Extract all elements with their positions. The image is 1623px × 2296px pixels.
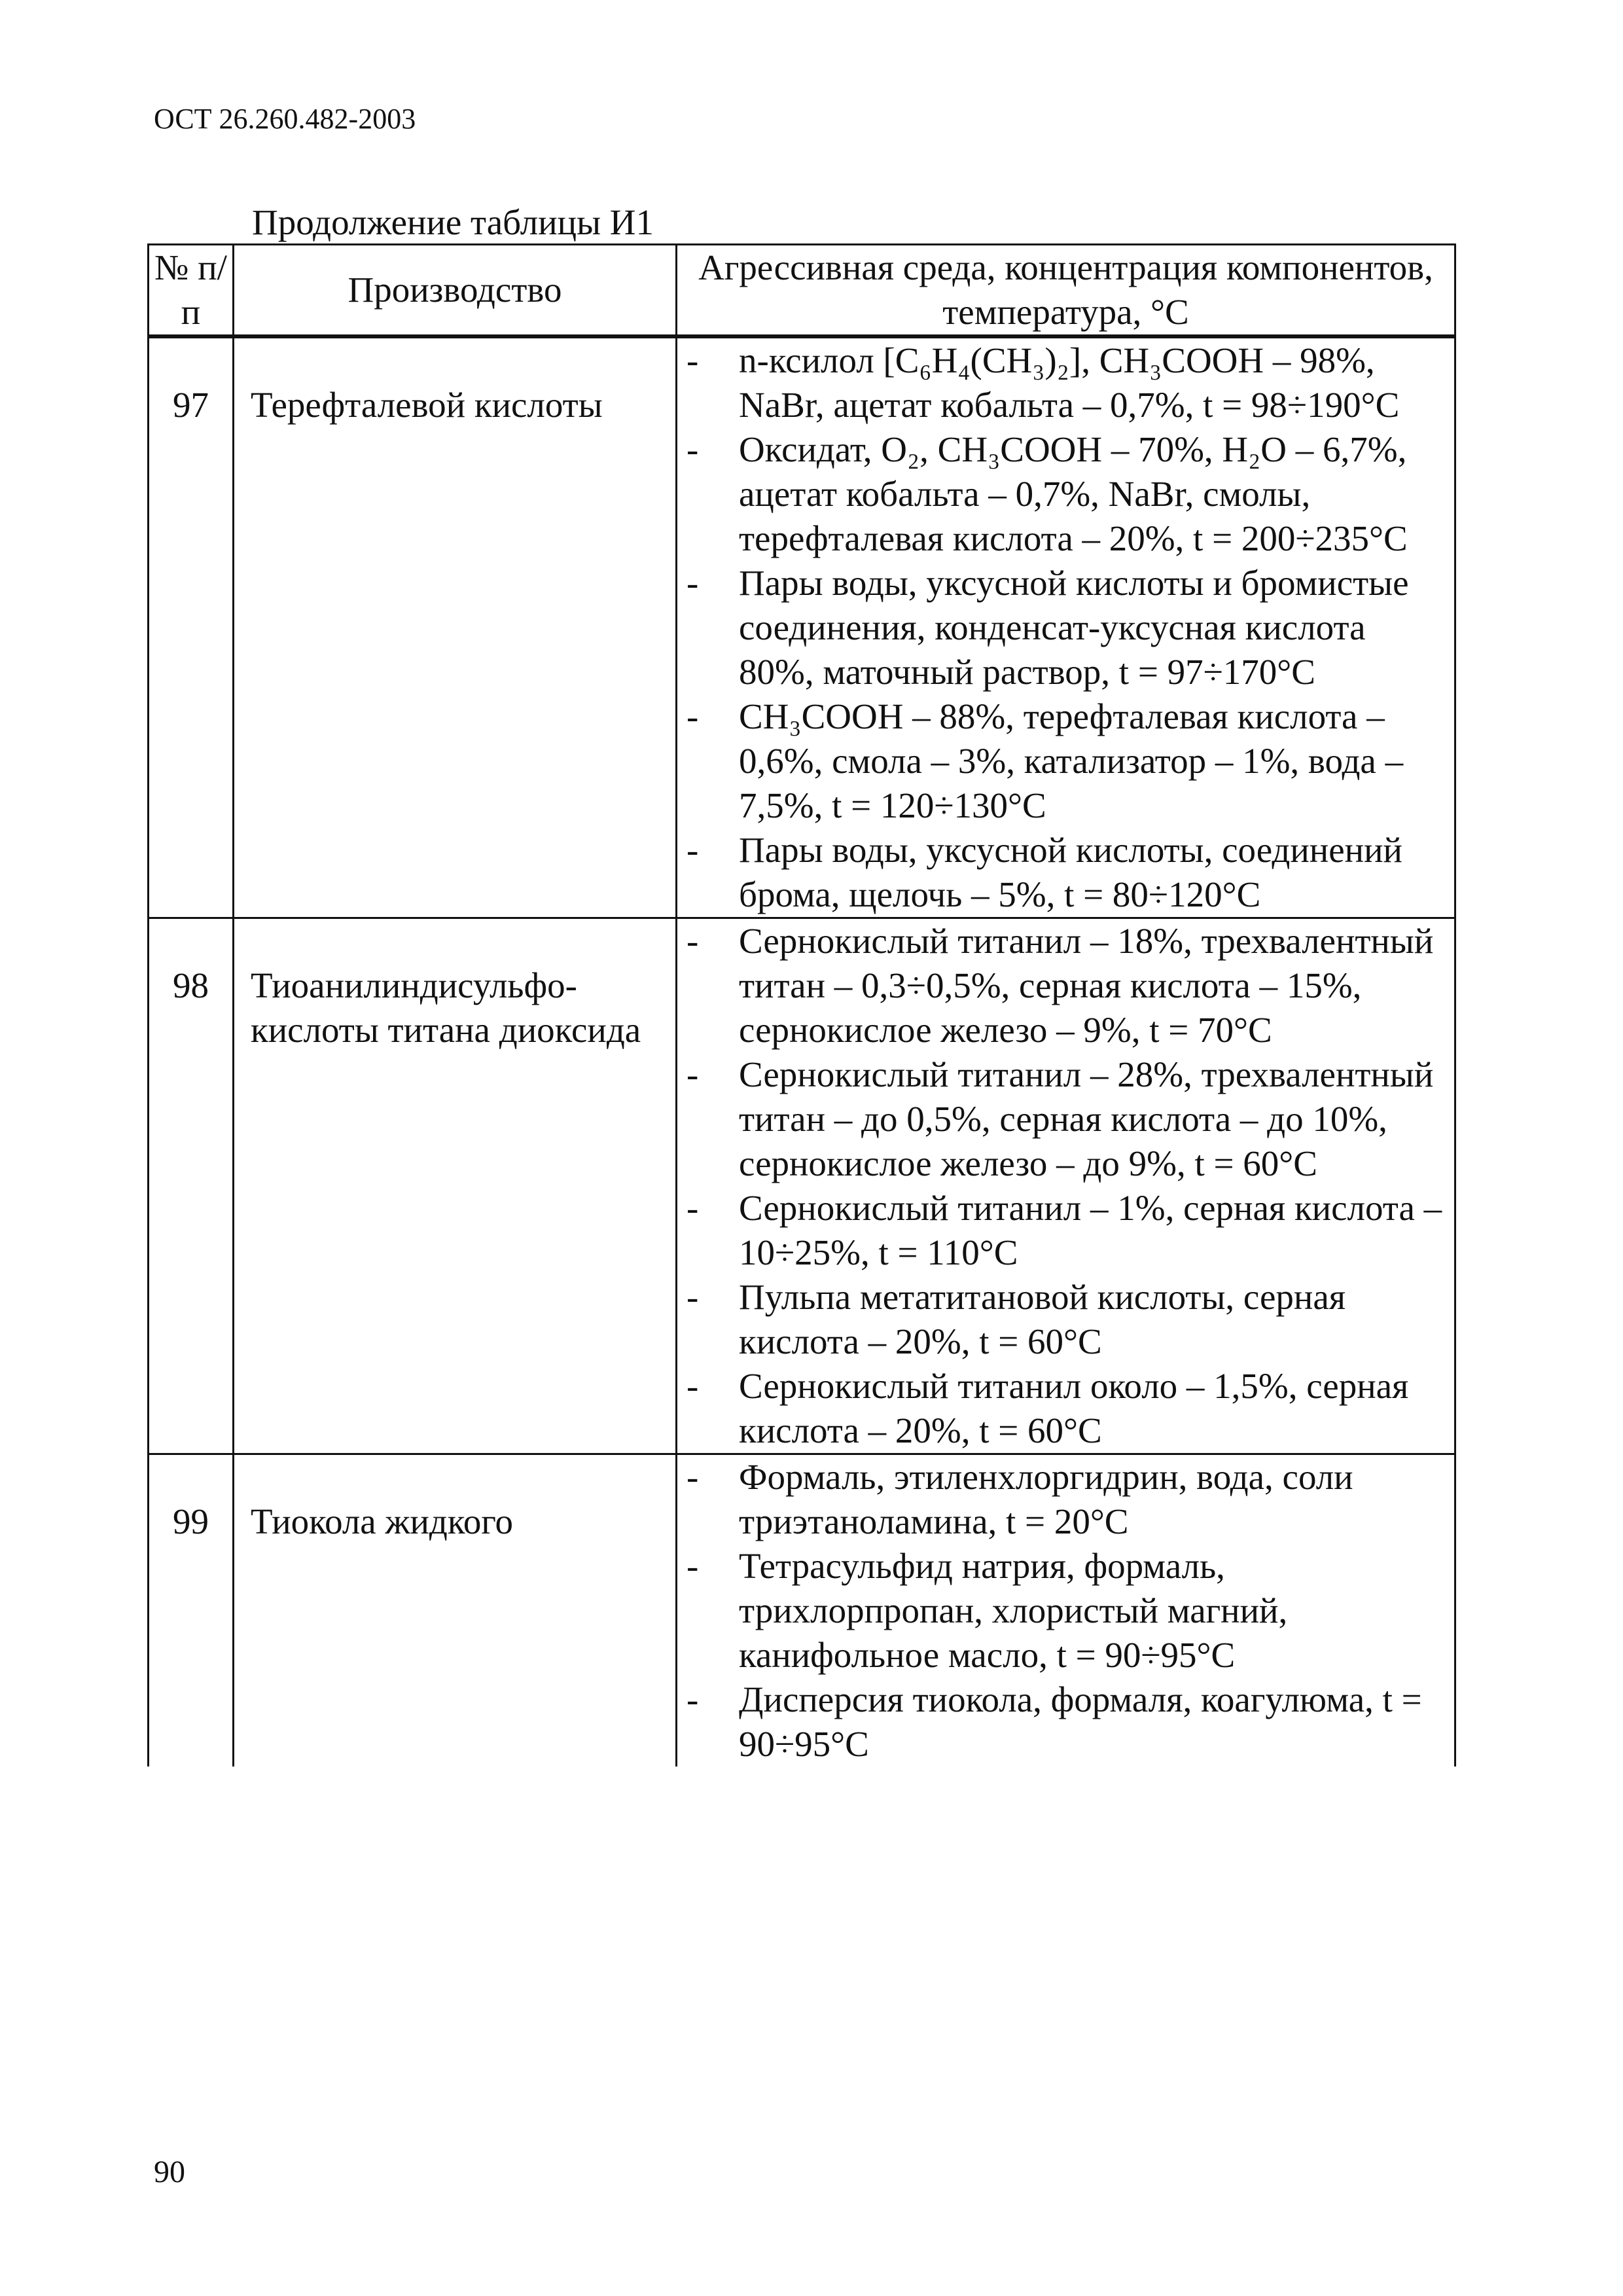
environment-text: Формаль, этиленхлоргидрин, вода, соли триэтаноламина, t = 20°С [739,1457,1353,1541]
environment-item [687,427,1448,561]
environment-text: Пульпа метатитановой кислоты, серная кислота – 20%, t = 60°С [739,1277,1346,1361]
environment-text: Дисперсия тиокола, формаля, коагулюма, t = 90÷95°С [739,1679,1422,1764]
column-header-environment: Агрессивная среда, концентрация компонентов, температура, °С [677,245,1455,337]
list-dash: - [687,429,699,469]
document-code: ОСТ 26.260.482-2003 [154,103,416,135]
environment-cell [677,918,1455,1454]
table-row [149,336,1455,918]
list-dash: - [687,1679,699,1719]
table-caption: Продолжение таблицы И1 [252,202,654,242]
list-dash: - [687,1054,699,1094]
environment-item [687,1677,1448,1767]
list-dash: - [687,1457,699,1497]
page-number: 90 [154,2155,185,2189]
list-dash: - [687,1188,699,1228]
environment-item [687,1275,1448,1364]
spec-table [147,243,1456,1767]
production-name: Тиокола жидкого [234,1454,677,1767]
environment-item [687,1455,1448,1544]
list-dash: - [687,921,699,961]
environment-item [687,694,1448,828]
environment-text: Сернокислый титанил – 18%, трехвалентный титан – 0,3÷0,5%, серная кислота – 15%, сернокислое железо – 9%, t = 70°С [739,921,1434,1050]
list-dash: - [687,1366,699,1406]
environment-text: Сернокислый титанил – 1%, серная кислота – 10÷25%, t = 110°С [739,1188,1442,1272]
environment-item [687,338,1448,427]
production-name: Терефталевой кислоты [234,336,677,918]
row-number: 97 [149,336,234,918]
table-row [149,918,1455,1454]
list-dash: - [687,1546,699,1586]
environment-cell [677,336,1455,918]
environment-text: Тетрасульфид натрия, формаль, трихлорпропан, хлористый магний, канифольное масло, t = 90÷95°С [739,1546,1288,1675]
environment-text: Оксидат, O₂, CH₃COOH – 70%, H₂O – 6,7%, ацетат кобальта – 0,7%, NaBr, смолы, терефталевая кислота – 20%, t = 200÷235°С [739,429,1408,558]
environment-item [687,1544,1448,1677]
environment-cell [677,1454,1455,1767]
environment-item [687,1052,1448,1186]
production-name: Тиоанилиндисульфо-кислоты титана диоксида [234,918,677,1454]
environment-text: Пары воды, уксусной кислоты, соединений брома, щелочь – 5%, t = 80÷120°С [739,830,1402,914]
environment-text: n-ксилол [C₆H₄(CH₃)₂], CH₃COOH – 98%, NaBr, ацетат кобальта – 0,7%, t = 98÷190°С [739,340,1400,425]
list-dash: - [687,1277,699,1317]
environment-item [687,1186,1448,1275]
list-dash: - [687,830,699,870]
environment-text: Сернокислый титанил – 28%, трехвалентный титан – до 0,5%, серная кислота – до 10%, сернокислое железо – до 9%, t = 60°С [739,1054,1434,1183]
column-header-production: Производство [234,245,677,337]
environment-text: CH₃COOH – 88%, терефталевая кислота – 0,6%, смола – 3%, катализатор – 1%, вода – 7,5%, t = 120÷130°С [739,696,1404,825]
list-dash: - [687,563,699,603]
environment-item [687,561,1448,694]
list-dash: - [687,696,699,736]
column-header-number: № п/п [149,245,234,337]
environment-item [687,828,1448,917]
row-number: 99 [149,1454,234,1767]
environment-item [687,919,1448,1052]
environment-item [687,1364,1448,1453]
row-number: 98 [149,918,234,1454]
environment-text: Пары воды, уксусной кислоты и бромистые соединения, конденсат-уксусная кислота 80%, маточный раствор, t = 97÷170°С [739,563,1409,692]
list-dash: - [687,340,699,380]
environment-text: Сернокислый титанил около – 1,5%, серная кислота – 20%, t = 60°С [739,1366,1409,1450]
table-row [149,1454,1455,1767]
table-header-row [149,245,1455,337]
